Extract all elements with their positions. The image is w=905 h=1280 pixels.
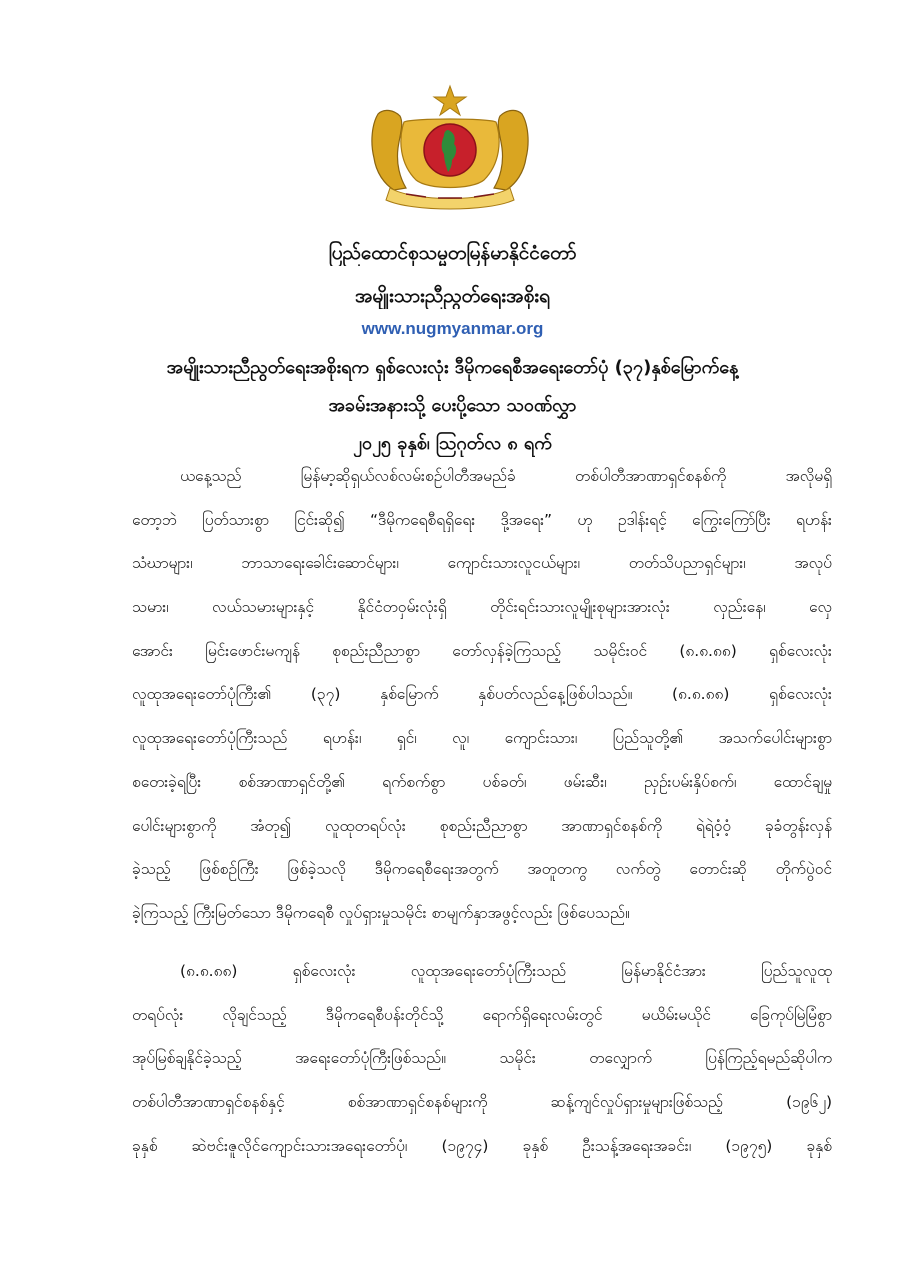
statement-title-line1: အမျိုးသားညီညွတ်ရေးအစိုးရက ရှစ်လေးလုံး ဒီမိုကရေစီအရေးတော်ပုံ (၃၇)နှစ်မြောက်နေ့	[166, 357, 739, 378]
state-emblem-icon	[364, 84, 536, 214]
paragraph-line: အောင်း မြင်းဖောင်းမကျန် စုစည်းညီညာစွာ တော်လှန်ခဲ့ကြသည့် သမိုင်းဝင် (၈.၈.၈၈) ရှစ်လေးလုံး	[132, 641, 832, 660]
paragraph-1	[132, 455, 832, 936]
emblem-right-lion	[494, 110, 528, 190]
paragraph-line: တစ်ပါတီအာဏာရှင်စနစ်နှင့် စစ်အာဏာရှင်စနစ်များကို ဆန့်ကျင်လှုပ်ရှားမှုများဖြစ်သည့် (၁၉၆၂)	[132, 1093, 832, 1112]
paragraph-line: တရပ်လုံး လိုချင်သည့် ဒီမိုကရေစီပန်းတိုင်သို့ ရောက်ရှိရေးလမ်းတွင် မယိမ်းမယိုင် ခြေကုပ်မြဲမြံစွာ	[132, 1005, 832, 1024]
paragraph-line: တော့ဘဲ ပြတ်သားစွာ ငြင်းဆို၍ “ဒီမိုကရေစီရရှိရေး ဒို့အရေး” ဟု ဥဒါန်းရင့် ကြွေးကြော်ပြီး ရဟန်း	[132, 510, 832, 529]
paragraph-line: သံဃာများ၊ ဘာသာရေးခေါင်းဆောင်များ၊ ကျောင်းသားလူငယ်များ၊ တတ်သိပညာရှင်များ၊ အလုပ်	[132, 554, 832, 573]
emblem-left-lion	[372, 110, 406, 190]
paragraph-line: အုပ်မြစ်ချနိုင်ခဲ့သည့် အရေးတော်ပုံကြီးဖြစ်သည်။ သမိုင်း တလျှောက် ပြန်ကြည့်ရမည်ဆိုပါက	[132, 1049, 832, 1068]
paragraph-line: သမား၊ လယ်သမားများနှင့် နိုင်ငံတဝှမ်းလုံးရှိ တိုင်းရင်းသားလူမျိုးစုများအားလုံး လှည်းနေ၊ လှေ	[132, 598, 832, 617]
paragraph-line: (၈.၈.၈၈) ရှစ်လေးလုံး လူထုအရေးတော်ပုံကြီးသည် မြန်မာနိုင်ငံအား ပြည်သူလူထု	[180, 962, 832, 980]
statement-date: ၂၀၂၅ ခုနှစ်၊ ဩဂုတ်လ ၈ ရက်	[353, 433, 552, 454]
paragraph-2	[132, 950, 832, 1168]
paragraph-line: ခုနှစ် ဆဲဗင်းဇူလိုင်ကျောင်းသားအရေးတော်ပုံ၊ (၁၉၇၄) ခုနှစ် ဦးသန့်အရေးအခင်း၊ (၁၉၇၅) ခုနှစ်	[132, 1136, 832, 1155]
paragraph-line: ခဲ့ကြသည့် ကြီးမြတ်သော ဒီမိုကရေစီ လှုပ်ရှားမှုသမိုင်း စာမျက်နှာအဖွင့်လည်း ဖြစ်ပေသည်။	[132, 903, 630, 922]
paragraph-line: ခဲ့သည့် ဖြစ်စဉ်ကြီး ဖြစ်ခဲ့သလို ဒီမိုကရေစီရေးအတွက် အတူတကွ လက်တွဲ တောင်းဆို တိုက်ပွဲဝင်	[132, 860, 832, 879]
paragraph-line: လူထုအရေးတော်ပုံကြီး၏ (၃၇) နှစ်မြောက် နှစ်ပတ်လည်နေ့ဖြစ်ပါသည်။ (၈.၈.၈၈) ရှစ်လေးလုံး	[132, 685, 832, 704]
emblem-star	[434, 86, 466, 115]
paragraph-line: စတေးခဲ့ရပြီး စစ်အာဏာရှင်တို့၏ ရက်စက်စွာ ပစ်ခတ်၊ ဖမ်းဆီး၊ ညှဉ်းပမ်းနှိပ်စက်၊ ထောင်ချမှု	[132, 772, 832, 791]
paragraph-line: ယနေ့သည် မြန်မာ့ဆိုရှယ်လစ်လမ်းစဉ်ပါတီအမည်ခံ တစ်ပါတီအာဏာရှင်စနစ်ကို အလိုမရှိ	[180, 467, 832, 485]
statement-title-line2: အခမ်းအနားသို့ ပေးပို့သော သဝဏ်လွှာ	[328, 395, 577, 416]
government-name: ပြည်ထောင်စုသမ္မတမြန်မာနိုင်ငံတော်	[328, 242, 577, 264]
body-name: အမျိုးသားညီညွတ်ရေးအစိုးရ	[354, 285, 550, 307]
website-link[interactable]: www.nugmyanmar.org	[361, 319, 544, 338]
paragraph-line: လူထုအရေးတော်ပုံကြီးသည် ရဟန်း၊ ရှင်၊ လူ၊ ကျောင်းသား၊ ပြည်သူတို့၏ အသက်ပေါင်းများစွာ	[132, 729, 832, 748]
paragraph-line: ပေါင်းများစွာကို အံတု၍ လူထုတရပ်လုံး စုစည်းညီညာစွာ အာဏာရှင်စနစ်ကို ရဲရဲဝံ့ဝံ့ ခုခံတွန်းလှန်	[132, 816, 832, 835]
